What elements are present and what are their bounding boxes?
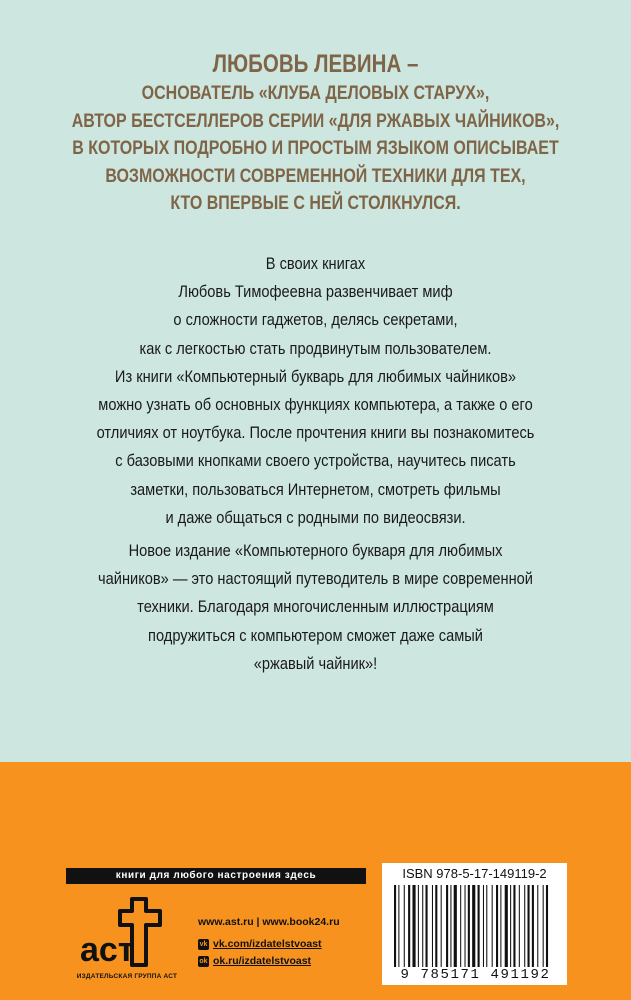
paragraph-line: подружиться с компьютером сможет даже самый bbox=[148, 625, 483, 645]
barcode-bar bbox=[532, 885, 534, 967]
author-line: АВТОР БЕСТСЕЛЛЕРОВ СЕРИИ «ДЛЯ РЖАВЫХ ЧАЙНИКОВ», bbox=[71, 109, 560, 132]
barcode-bar bbox=[537, 885, 538, 967]
barcode-bar bbox=[486, 885, 487, 967]
barcode-bar bbox=[422, 885, 423, 967]
barcode-bar bbox=[472, 885, 475, 967]
barcode-bar bbox=[483, 885, 484, 967]
barcode-bar bbox=[468, 885, 470, 967]
barcode-digits: 9 785171 491192 bbox=[400, 967, 551, 983]
author-line: КТО ВПЕРВЫЕ С НЕЙ СТОЛКНУЛСЯ. bbox=[170, 192, 461, 214]
description-paragraph-1 bbox=[44, 250, 587, 532]
author-intro bbox=[57, 48, 574, 218]
barcode-bar bbox=[408, 885, 410, 967]
paragraph-line: отличиях от ноутбука. После прочтения книги вы познакомитесь bbox=[96, 423, 535, 443]
barcode-bar bbox=[543, 885, 544, 967]
description-paragraph-2 bbox=[44, 537, 587, 678]
barcode-bar bbox=[426, 885, 428, 967]
isbn-number: ISBN 978-5-17-149119-2 bbox=[402, 866, 547, 881]
barcode-bar bbox=[398, 885, 399, 967]
vk-icon: vk bbox=[199, 940, 208, 948]
author-line: ОСНОВАТЕЛЬ «КЛУБА ДЕЛОВЫХ СТАРУХ», bbox=[141, 82, 490, 104]
barcode-icon bbox=[394, 885, 562, 967]
barcode-bar bbox=[394, 885, 396, 967]
paragraph-line: можно узнать об основных функциях компьютера, а также о его bbox=[98, 395, 533, 415]
barcode-bar bbox=[450, 885, 451, 967]
paragraph-line: В своих книгах bbox=[265, 254, 366, 273]
barcode-bar bbox=[412, 885, 415, 967]
ok-link[interactable] bbox=[198, 954, 368, 968]
barcode-bar bbox=[528, 885, 530, 967]
publisher-links bbox=[198, 915, 368, 971]
barcode-bar bbox=[492, 885, 493, 967]
barcode-bar bbox=[465, 885, 466, 967]
website-links[interactable]: www.ast.ru | www.book24.ru bbox=[198, 916, 340, 928]
barcode-bar bbox=[418, 885, 419, 967]
barcode-bar bbox=[446, 885, 448, 967]
paragraph-line: заметки, пользоваться Интернетом, смотреть фильмы bbox=[130, 479, 501, 499]
barcode-bar bbox=[454, 885, 457, 967]
publisher-caption: ИЗДАТЕЛЬСКАЯ ГРУППА АСТ bbox=[76, 973, 178, 980]
barcode-bar bbox=[441, 885, 442, 967]
isbn-barcode-box bbox=[382, 863, 567, 985]
paragraph-line: Новое издание «Компьютерного букваря для любимых bbox=[128, 541, 503, 560]
ok-icon: ok bbox=[199, 957, 208, 965]
ast-logo-icon bbox=[66, 895, 186, 975]
barcode-bar bbox=[496, 885, 498, 967]
paragraph-line: чайников» — это настоящий путеводитель в мире современной bbox=[98, 569, 533, 589]
barcode-bar bbox=[432, 885, 433, 967]
paragraph-line: с базовыми кнопками своего устройства, научитесь писать bbox=[115, 451, 516, 471]
barcode-bar bbox=[510, 885, 511, 967]
paragraph-line: Любовь Тимофеевна развенчивает миф bbox=[178, 282, 453, 302]
barcode-bar bbox=[478, 885, 480, 967]
barcode-bar bbox=[404, 885, 405, 967]
publisher-logo bbox=[66, 895, 186, 985]
paragraph-line: как с легкостью стать продвинутым пользователем. bbox=[139, 338, 492, 358]
barcode-bar bbox=[519, 885, 520, 967]
barcode-bar bbox=[546, 885, 548, 967]
ok-link-text: ok.ru/izdatelstvoast bbox=[213, 955, 312, 967]
logo-lettering: аст bbox=[80, 931, 135, 969]
author-line: ВОЗМОЖНОСТИ СОВРЕМЕННОЙ ТЕХНИКИ ДЛЯ ТЕХ, bbox=[105, 164, 526, 187]
author-line: В КОТОРЫХ ПОДРОБНО И ПРОСТЫМ ЯЗЫКОМ ОПИСЫВАЕТ bbox=[72, 137, 559, 159]
barcode-bar bbox=[513, 885, 515, 967]
paragraph-line: «ржавый чайник»! bbox=[253, 653, 378, 673]
paragraph-line: Из книги «Компьютерный букварь для любимых чайников» bbox=[114, 366, 517, 386]
barcode-bar bbox=[460, 885, 461, 967]
barcode-bar bbox=[524, 885, 525, 967]
paragraph-line: техники. Благодаря многочисленным иллюстрациям bbox=[137, 597, 494, 617]
author-name: ЛЮБОВЬ ЛЕВИНА – bbox=[212, 50, 419, 78]
vk-link-text: vk.com/izdatelstvoast bbox=[213, 938, 322, 950]
paragraph-line: и даже общаться с родными по видеосвязи. bbox=[165, 507, 466, 527]
paragraph-line: о сложности гаджетов, делясь секретами, bbox=[173, 310, 458, 330]
slogan-bar: книги для любого настроения здесь bbox=[66, 868, 366, 884]
vk-link[interactable] bbox=[198, 937, 368, 951]
barcode-bar bbox=[500, 885, 501, 967]
barcode-bar bbox=[435, 885, 437, 967]
barcode-bar bbox=[505, 885, 508, 967]
